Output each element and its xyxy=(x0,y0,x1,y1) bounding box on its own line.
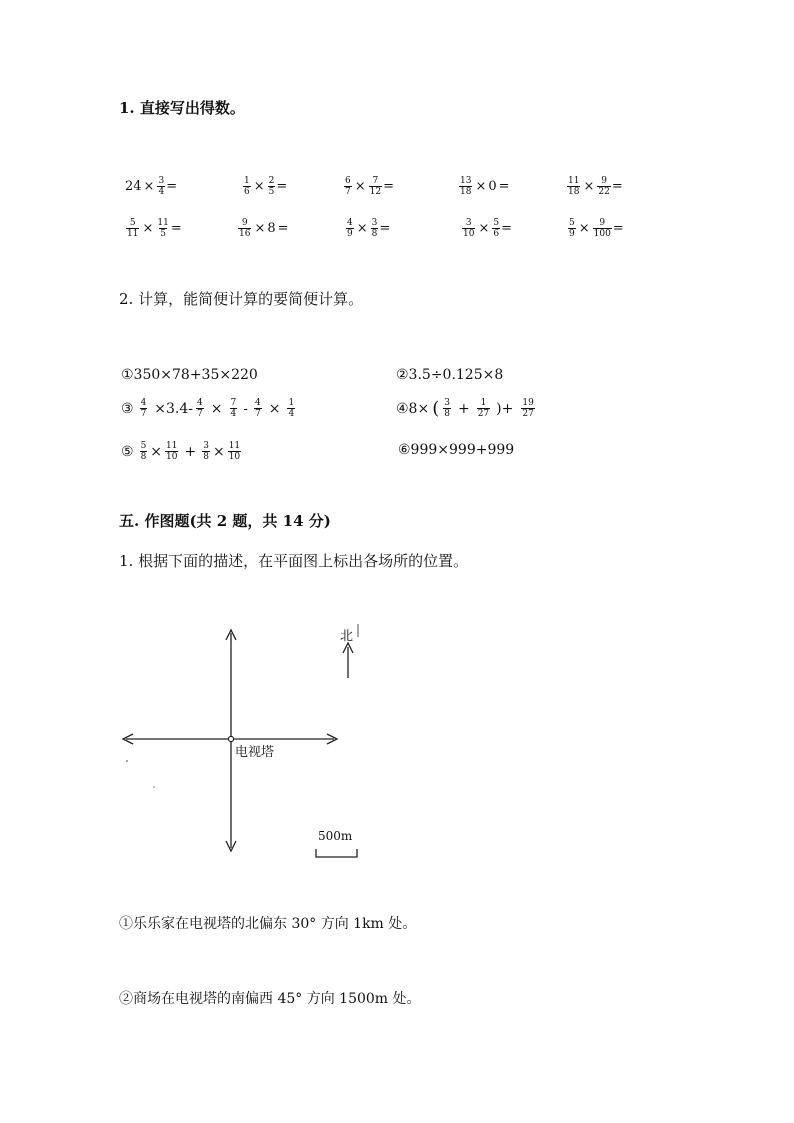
statement-2: ②商场在电视塔的南偏西 45° 方向 1500m 处。 xyxy=(119,991,421,1007)
q2-problem-3: ③ $\frac{4}{7}$ ×3.4- $\frac{4}{7}$ × $\frac{7}{4}$ - $\frac{4}{7}$ × $\frac{1}{4}$ xyxy=(121,398,295,419)
q1-expr-3: $\frac{6}{7}$ × $\frac{7}{12}$ = xyxy=(345,176,394,197)
center-point xyxy=(228,736,233,741)
q1-expr-7: $\frac{9}{16}$ × 8 = xyxy=(239,218,289,239)
q2-problem-1: ①350×78+35×220 xyxy=(121,367,258,383)
q1-expr-8: $\frac{4}{9}$ × $\frac{3}{8}$ = xyxy=(347,218,391,239)
section5-title: 五. 作图题(共 2 题，共 14 分) xyxy=(119,512,331,530)
q2-problem-2: ②3.5÷0.125×8 xyxy=(396,367,504,383)
section5-q1-title: 1. 根据下面的描述，在平面图上标出各场所的位置。 xyxy=(119,552,469,570)
q2-problem-4: ④8× ( $\frac{3}{8}$ + $\frac{1}{27}$ )+ $\frac{19}{27}$ xyxy=(396,398,534,419)
q1-expr-10: $\frac{5}{9}$ × $\frac{9}{100}$ = xyxy=(569,218,624,239)
q1-expr-1: 24 × $\frac{3}{4}$ = xyxy=(125,176,178,197)
q2-title: 2. 计算，能简便计算的要简便计算。 xyxy=(119,290,364,308)
q1-title: 1. 直接写出得数。 xyxy=(119,99,245,117)
q2-problem-5: ⑤ $\frac{5}{8}$ × $\frac{11}{10}$ + $\frac{3}{8}$ × $\frac{11}{10}$ xyxy=(121,441,241,462)
q1-expr-6: $\frac{5}{11}$ × $\frac{11}{5}$ = xyxy=(127,218,182,239)
scale-bar xyxy=(316,849,357,857)
north-label: 北 xyxy=(340,629,354,644)
q1-expr-2: $\frac{1}{6}$ × $\frac{2}{5}$ = xyxy=(244,176,288,197)
map-axes xyxy=(123,624,358,857)
statement-1: ①乐乐家在电视塔的北偏东 30° 方向 1km 处。 xyxy=(119,916,417,932)
tv-tower-label: 电视塔 xyxy=(235,745,275,760)
q1-expr-9: $\frac{3}{10}$ × $\frac{5}{6}$ = xyxy=(463,218,512,239)
q1-expr-4: $\frac{13}{18}$ × 0 = xyxy=(460,176,510,197)
scale-label: 500m xyxy=(318,829,353,843)
q2-problem-6: ⑥999×999+999 xyxy=(398,442,515,458)
q1-expr-5: $\frac{11}{18}$ × $\frac{9}{22}$ = xyxy=(568,176,623,197)
